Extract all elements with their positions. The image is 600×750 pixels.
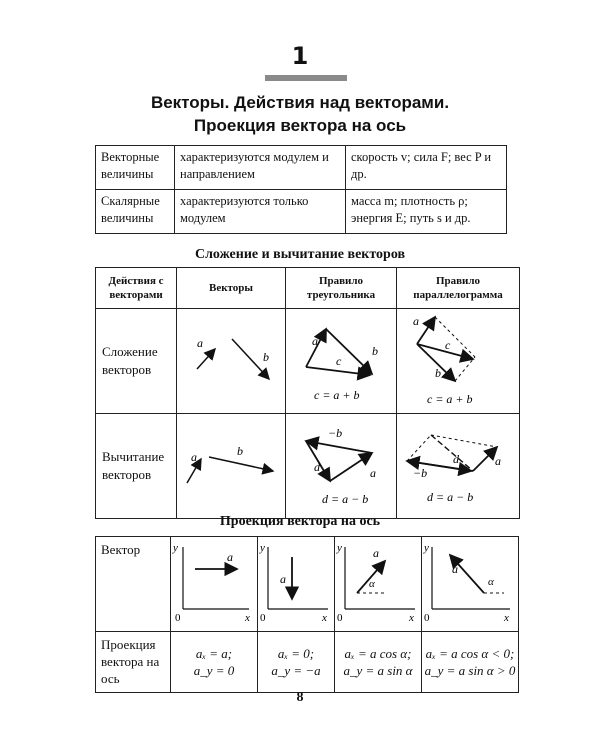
vector-a-label: a	[495, 454, 501, 468]
table-row	[96, 632, 519, 693]
operation-label-addition: Сложение векторов	[96, 309, 177, 414]
projection-formula-cell	[422, 632, 519, 693]
vector-b-label: b	[372, 344, 378, 358]
projection-table	[95, 536, 519, 693]
vector-a-label: a	[191, 450, 197, 464]
parallelogram-rule-diagram	[397, 309, 519, 413]
formula-line: a_y = 0	[193, 663, 235, 678]
parallelogram-rule-subtraction	[397, 414, 520, 519]
x-axis-label: x	[322, 612, 327, 623]
vector-a-label: a	[227, 550, 233, 564]
vector-a-arrow	[197, 349, 215, 369]
projection-formula-cell	[171, 632, 258, 693]
y-axis-label: y	[260, 542, 265, 554]
vector-b-label: b	[263, 350, 269, 364]
projection-formula-cell	[335, 632, 422, 693]
axes-diagram	[335, 537, 421, 623]
vector-c-arrow	[306, 367, 370, 375]
vectors-a-b-diagram	[177, 309, 285, 413]
vectors-diagram-subtraction	[177, 414, 286, 519]
origin-label: 0	[337, 612, 343, 623]
origin-label: 0	[424, 612, 430, 623]
angle-alpha-label: α	[369, 578, 375, 590]
formula-line: a_y = −a	[271, 663, 321, 678]
chapter-number: 1	[291, 42, 309, 70]
examples-cell: скорость v; сила F; вес P и др.	[346, 146, 507, 190]
table-row	[96, 190, 507, 234]
x-axis-label: x	[409, 612, 414, 623]
projection-case-1	[171, 537, 258, 632]
vector-c-label: c	[336, 354, 342, 368]
vector-b-arrow	[209, 457, 273, 471]
projection-section-title: Проекция вектора на ось	[219, 514, 381, 529]
column-header: Действия с векторами	[96, 268, 177, 309]
vector-c-label: c	[445, 338, 451, 352]
term-cell: Скалярные величины	[96, 190, 175, 234]
triangle-rule-diagram	[286, 425, 396, 507]
triangle-rule-subtraction	[286, 414, 397, 519]
parallelogram-rule-addition	[397, 309, 520, 414]
table-row	[96, 309, 520, 414]
vector-a-label: a	[312, 334, 318, 348]
chapter-divider-bar	[265, 75, 347, 81]
y-axis-label: y	[424, 542, 429, 554]
origin-label: 0	[175, 612, 181, 623]
triangle-rule-addition	[286, 309, 397, 414]
examples-cell: масса m; плотность ρ; энергия E; путь s и др.	[346, 190, 507, 234]
axes-diagram	[422, 537, 518, 623]
vector-d-label: d	[314, 460, 320, 474]
vector-a-label: a	[452, 562, 458, 576]
dashed-side	[431, 435, 497, 447]
vector-b-label: b	[435, 366, 441, 380]
formula-line: aₓ = a cos α;	[344, 646, 412, 661]
vector-d-label: d	[453, 452, 459, 466]
angle-alpha-label: α	[488, 576, 494, 588]
vector-neg-b-arrow	[306, 441, 372, 453]
projection-case-2	[258, 537, 335, 632]
parallelogram-rule-diagram	[397, 425, 519, 507]
table-header-row	[96, 268, 520, 309]
y-axis-label: y	[173, 542, 178, 554]
y-axis-label: y	[337, 542, 342, 554]
term-cell: Векторные величины	[96, 146, 175, 190]
page-title-line-2: Проекция вектора на ось	[193, 116, 407, 135]
vector-neg-b-label: −b	[328, 426, 343, 440]
formula-c-label: c = a + b	[427, 392, 473, 406]
formula-d-label: d = a − b	[427, 490, 474, 504]
vector-operations-table	[95, 267, 520, 519]
x-axis-label: x	[504, 612, 509, 623]
page-title-line-1: Векторы. Действия над векторами.	[150, 93, 450, 112]
vector-b-arrow	[326, 329, 372, 374]
table-row	[96, 537, 519, 632]
x-axis-label: x	[245, 612, 250, 623]
vector-a-arrow	[330, 453, 372, 481]
description-cell: характеризуются модулем и направлением	[175, 146, 346, 190]
formula-d-label: d = a − b	[322, 492, 369, 506]
table-row	[96, 414, 520, 519]
column-header: Правило треугольника	[286, 268, 397, 309]
formula-line: a_y = a sin α > 0	[424, 663, 516, 678]
triangle-rule-diagram	[286, 309, 396, 413]
vector-row-label: Вектор	[96, 537, 171, 632]
vector-a-label: a	[413, 314, 419, 328]
description-cell: характеризуются только модулем	[175, 190, 346, 234]
page-number: 8	[296, 690, 304, 705]
formula-c-label: c = a + b	[314, 388, 360, 402]
operations-section-title: Сложение и вычитание векторов	[194, 247, 406, 262]
formula-line: aₓ = 0;	[277, 646, 315, 661]
column-header: Правило параллелограмма	[397, 268, 520, 309]
vector-a-label: a	[197, 336, 203, 350]
table-row	[96, 146, 507, 190]
formula-line: a_y = a sin α	[343, 663, 413, 678]
definitions-table	[95, 145, 507, 234]
vector-a-label: a	[370, 466, 376, 480]
vectors-a-b-diagram	[177, 425, 285, 507]
projection-row-label: Проекция вектора на ось	[96, 632, 171, 693]
dashed-side	[455, 357, 475, 381]
vectors-diagram-addition	[177, 309, 286, 414]
vector-a-arrow	[473, 447, 497, 471]
vector-b-label: b	[237, 444, 243, 458]
dashed-side	[407, 435, 431, 461]
projection-formula-cell	[258, 632, 335, 693]
vector-a-arrow	[417, 317, 435, 344]
formula-line: aₓ = a cos α < 0;	[425, 646, 515, 661]
vector-a-label: a	[280, 572, 286, 586]
operation-label-subtraction: Вычитание векторов	[96, 414, 177, 519]
projection-case-4	[422, 537, 519, 632]
axes-diagram	[258, 537, 334, 623]
origin-label: 0	[260, 612, 266, 623]
vector-a-label: a	[373, 546, 379, 560]
projection-case-3	[335, 537, 422, 632]
axes-diagram	[171, 537, 257, 623]
formula-line: aₓ = a;	[195, 646, 233, 661]
vector-neg-b-label: −b	[413, 466, 428, 480]
column-header: Векторы	[177, 268, 286, 309]
